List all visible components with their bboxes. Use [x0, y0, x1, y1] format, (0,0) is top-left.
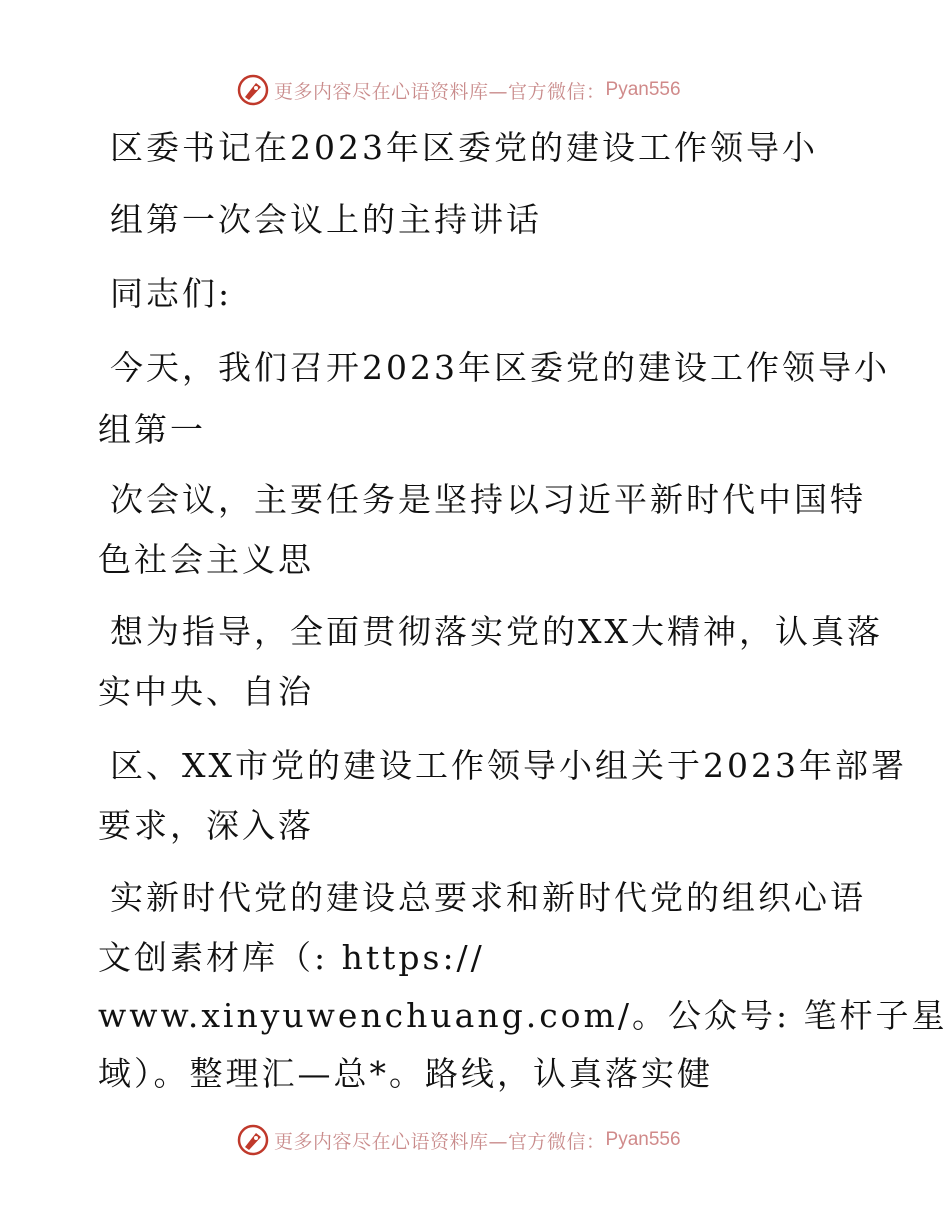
paragraph-line: 区、XX市党的建设工作领导小组关于2023年部署 — [110, 746, 907, 785]
document-title-line-2: 组第一次会议上的主持讲话 — [110, 200, 542, 239]
paragraph-line: 今天，我们召开2023年区委党的建设工作领导小 — [110, 348, 890, 387]
pen-nib-logo-icon — [236, 1123, 270, 1157]
footer-watermark — [236, 1120, 736, 1160]
paragraph-line: 次会议，主要任务是坚持以习近平新时代中国特 — [110, 480, 866, 519]
watermark-account: Pyan556 — [605, 79, 681, 100]
watermark-account: Pyan556 — [605, 1129, 681, 1150]
paragraph-line: 实中央、自治 — [98, 672, 314, 711]
paragraph-line: 实新时代党的建设总要求和新时代党的组织心语 — [110, 878, 866, 917]
paragraph-line: 要求，深入落 — [98, 806, 314, 845]
paragraph-line: 域）。整理汇—总*。路线，认真落实健 — [98, 1054, 713, 1093]
paragraph-line: 文创素材库（: https:// — [98, 938, 485, 977]
paragraph-line: 想为指导，全面贯彻落实党的XX大精神，认真落 — [110, 612, 883, 651]
document-title-line-1: 区委书记在2023年区委党的建设工作领导小 — [110, 128, 818, 167]
watermark-text: 更多内容尽在心语资料库—官方微信： — [274, 1130, 606, 1153]
watermark-text: 更多内容尽在心语资料库—官方微信： — [274, 80, 606, 103]
paragraph-line: 组第一 — [98, 410, 206, 449]
paragraph-line: www.xinyuwenchuang.com/。公众号: 笔杆子星 — [98, 996, 948, 1035]
salutation: 同志们: — [110, 274, 233, 313]
paragraph-line: 色社会主义思 — [98, 540, 314, 579]
